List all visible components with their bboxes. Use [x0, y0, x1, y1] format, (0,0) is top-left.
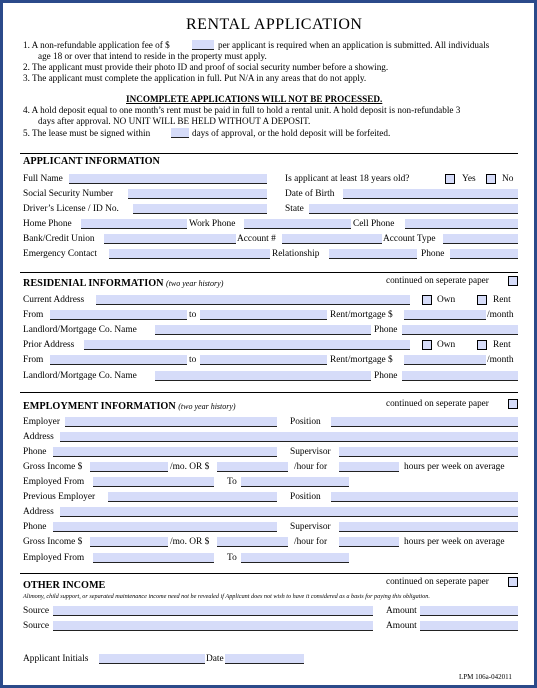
- current-rent-checkbox[interactable]: [477, 295, 487, 305]
- account-type-field[interactable]: [443, 234, 518, 244]
- emergency-contact-field[interactable]: [109, 249, 270, 259]
- home-phone-field[interactable]: [81, 219, 187, 229]
- age-no-label: No: [502, 174, 514, 184]
- relationship-field[interactable]: [329, 249, 417, 259]
- amount-2-field[interactable]: [420, 621, 518, 631]
- bank-label: Bank/Credit Union: [23, 234, 95, 244]
- current-landlord-field[interactable]: [155, 325, 371, 335]
- applicant-heading: APPLICANT INFORMATION: [23, 156, 160, 167]
- current-from-label: From: [23, 310, 44, 320]
- previous-gross-income-month-field[interactable]: [90, 537, 168, 547]
- current-address-field[interactable]: [96, 295, 410, 305]
- form-id: LPM 106a-042011: [459, 673, 512, 681]
- current-rent-label: Rent: [493, 295, 511, 305]
- age-yes-checkbox[interactable]: [445, 174, 455, 184]
- previous-phone-field[interactable]: [53, 522, 277, 532]
- lease-days-field[interactable]: [171, 128, 189, 138]
- current-own-checkbox[interactable]: [422, 295, 432, 305]
- employer-phone-label: Phone: [23, 447, 47, 457]
- previous-hours-per-week-label: hours per week on average: [404, 537, 505, 547]
- note-2: 2. The applicant must provide their photo ID and proof of social security number before a showing.: [23, 62, 389, 72]
- license-label: Driver’s License / ID No.: [23, 204, 119, 214]
- position-label: Position: [290, 417, 321, 427]
- previous-gross-income-hour-field[interactable]: [217, 537, 288, 547]
- ssn-field[interactable]: [128, 189, 267, 199]
- home-phone-label: Home Phone: [23, 219, 72, 229]
- age-yes-label: Yes: [462, 174, 476, 184]
- prior-landlord-phone-field[interactable]: [402, 371, 518, 381]
- prior-landlord-label: Landlord/Mortgage Co. Name: [23, 371, 137, 381]
- source-2-field[interactable]: [53, 621, 373, 631]
- ssn-label: Social Security Number: [23, 189, 114, 199]
- note-1a: 1. A non-refundable application fee of $: [23, 40, 170, 50]
- account-type-label: Account Type: [383, 234, 436, 244]
- page-title: RENTAL APPLICATION: [186, 16, 363, 33]
- prior-from-field[interactable]: [50, 355, 187, 365]
- incomplete-warning: INCOMPLETE APPLICATIONS WILL NOT BE PROCESSED.: [126, 94, 383, 104]
- source-1-field[interactable]: [53, 606, 373, 616]
- amount-2-label: Amount: [386, 621, 417, 631]
- previous-supervisor-label: Supervisor: [290, 522, 331, 532]
- prior-rent-mortgage-label: Rent/mortgage $: [330, 355, 393, 365]
- employer-label: Employer: [23, 417, 60, 427]
- license-field[interactable]: [133, 204, 267, 214]
- residential-continued-checkbox[interactable]: [508, 276, 518, 286]
- employed-to-label: To: [227, 477, 237, 487]
- prior-own-label: Own: [437, 340, 456, 350]
- dob-label: Date of Birth: [285, 189, 335, 199]
- previous-hour-for-label: /hour for: [294, 537, 328, 547]
- state-label: State: [285, 204, 304, 214]
- prior-rent-label: Rent: [493, 340, 511, 350]
- account-number-label: Account #: [237, 234, 276, 244]
- prior-rent-mortgage-field[interactable]: [404, 355, 486, 365]
- prior-landlord-field[interactable]: [155, 371, 371, 381]
- bank-field[interactable]: [104, 234, 236, 244]
- supervisor-field[interactable]: [339, 447, 518, 457]
- full-name-field[interactable]: [69, 174, 267, 184]
- previous-gross-income-label: Gross Income $: [23, 537, 83, 547]
- employment-heading: EMPLOYMENT INFORMATION (two year history): [23, 401, 236, 412]
- emergency-contact-label: Emergency Contact: [23, 249, 98, 259]
- date-field[interactable]: [225, 654, 304, 664]
- current-landlord-label: Landlord/Mortgage Co. Name: [23, 325, 137, 335]
- employer-field[interactable]: [65, 417, 277, 427]
- gross-income-hour-field[interactable]: [217, 462, 288, 472]
- account-number-field[interactable]: [282, 234, 382, 244]
- cell-phone-field[interactable]: [405, 219, 518, 229]
- gross-income-label: Gross Income $: [23, 462, 83, 472]
- other-income-continued-checkbox[interactable]: [508, 577, 518, 587]
- dob-field[interactable]: [343, 189, 518, 199]
- note-1c: age 18 or over that intend to reside in the property must apply.: [38, 51, 267, 61]
- hours-per-week-label: hours per week on average: [404, 462, 505, 472]
- prior-from-label: From: [23, 355, 44, 365]
- emergency-phone-field[interactable]: [450, 249, 518, 259]
- work-phone-label: Work Phone: [189, 219, 236, 229]
- previous-position-field[interactable]: [331, 492, 518, 502]
- previous-employed-from-field[interactable]: [93, 553, 214, 563]
- note-5a: 5. The lease must be signed within: [23, 128, 151, 138]
- age-no-checkbox[interactable]: [486, 174, 496, 184]
- previous-phone-label: Phone: [23, 522, 47, 532]
- initials-field[interactable]: [99, 654, 205, 664]
- current-address-label: Current Address: [23, 295, 85, 305]
- source-2-label: Source: [23, 621, 50, 631]
- relationship-label: Relationship: [272, 249, 320, 259]
- date-label: Date: [206, 654, 224, 664]
- current-rent-mortgage-label: Rent/mortgage $: [330, 310, 393, 320]
- employed-from-field[interactable]: [93, 477, 214, 487]
- source-1-label: Source: [23, 606, 50, 616]
- gross-income-month-field[interactable]: [90, 462, 168, 472]
- hour-for-label: /hour for: [294, 462, 328, 472]
- employment-continued-checkbox[interactable]: [508, 399, 518, 409]
- section-divider: [20, 573, 518, 574]
- fee-field[interactable]: [192, 40, 214, 50]
- amount-1-label: Amount: [386, 606, 417, 616]
- employer-address-label: Address: [23, 432, 54, 442]
- note-1b: per applicant is required when an application is submitted. All individuals: [218, 40, 490, 50]
- note-5b: days of approval, or the hold deposit will be forfeited.: [192, 128, 391, 138]
- note-4a: 4. A hold deposit equal to one month’s rent must be paid in full to hold a rental unit. A hold deposit is non-refundable 3: [23, 105, 461, 115]
- previous-mo-or-label: /mo. OR $: [170, 537, 210, 547]
- prior-to-field[interactable]: [200, 355, 327, 365]
- prior-address-field[interactable]: [84, 340, 410, 350]
- section-divider: [20, 153, 518, 154]
- current-rent-mortgage-field[interactable]: [404, 310, 486, 320]
- previous-employed-to-label: To: [227, 553, 237, 563]
- prior-own-checkbox[interactable]: [422, 340, 432, 350]
- section-divider: [20, 392, 518, 393]
- other-income-disclaimer: Alimony, child support, or separated maintenance income need not be revealed if Applicant does not wish to have it considered as a basis for paying this obligation.: [23, 593, 430, 600]
- previous-address-label: Address: [23, 507, 54, 517]
- current-own-label: Own: [437, 295, 456, 305]
- initials-label: Applicant Initials: [23, 654, 89, 664]
- current-landlord-phone-field[interactable]: [402, 325, 518, 335]
- amount-1-field[interactable]: [420, 606, 518, 616]
- current-from-field[interactable]: [50, 310, 187, 320]
- prior-address-label: Prior Address: [23, 340, 75, 350]
- position-field[interactable]: [331, 417, 518, 427]
- state-field[interactable]: [309, 204, 518, 214]
- age-question-label: Is applicant at least 18 years old?: [285, 174, 410, 184]
- previous-hours-per-week-field[interactable]: [339, 537, 399, 547]
- previous-employer-label: Previous Employer: [23, 492, 96, 502]
- full-name-label: Full Name: [23, 174, 63, 184]
- prior-landlord-phone-label: Phone: [374, 371, 398, 381]
- previous-employer-field[interactable]: [108, 492, 277, 502]
- employer-phone-field[interactable]: [53, 447, 277, 457]
- cell-phone-label: Cell Phone: [353, 219, 395, 229]
- employed-from-label: Employed From: [23, 477, 85, 487]
- note-3: 3. The applicant must complete the application in full. Put N/A in any areas that do not apply.: [23, 73, 367, 83]
- hours-per-week-field[interactable]: [339, 462, 399, 472]
- previous-employed-to-field[interactable]: [241, 553, 349, 563]
- other-income-continued-label: continued on seperate paper: [386, 576, 489, 586]
- employed-to-field[interactable]: [241, 477, 349, 487]
- supervisor-label: Supervisor: [290, 447, 331, 457]
- current-to-field[interactable]: [200, 310, 327, 320]
- section-divider: [20, 272, 518, 273]
- previous-address-field[interactable]: [60, 507, 518, 517]
- note-4b: days after approval. NO UNIT WILL BE HELD WITHOUT A DEPOSIT.: [38, 116, 311, 126]
- employment-continued-label: continued on seperate paper: [386, 398, 489, 408]
- work-phone-field[interactable]: [244, 219, 351, 229]
- previous-position-label: Position: [290, 492, 321, 502]
- employer-address-field[interactable]: [60, 432, 518, 442]
- prior-per-month-label: /month: [487, 355, 514, 365]
- prior-to-label: to: [189, 355, 197, 365]
- other-income-heading: OTHER INCOME: [23, 580, 106, 591]
- previous-supervisor-field[interactable]: [339, 522, 518, 532]
- current-per-month-label: /month: [487, 310, 514, 320]
- previous-employed-from-label: Employed From: [23, 553, 85, 563]
- residential-continued-label: continued on seperate paper: [386, 275, 489, 285]
- residential-heading: RESIDENIAL INFORMATION (two year history): [23, 278, 224, 289]
- emergency-phone-label: Phone: [421, 249, 445, 259]
- mo-or-label: /mo. OR $: [170, 462, 210, 472]
- prior-rent-checkbox[interactable]: [477, 340, 487, 350]
- current-landlord-phone-label: Phone: [374, 325, 398, 335]
- current-to-label: to: [189, 310, 197, 320]
